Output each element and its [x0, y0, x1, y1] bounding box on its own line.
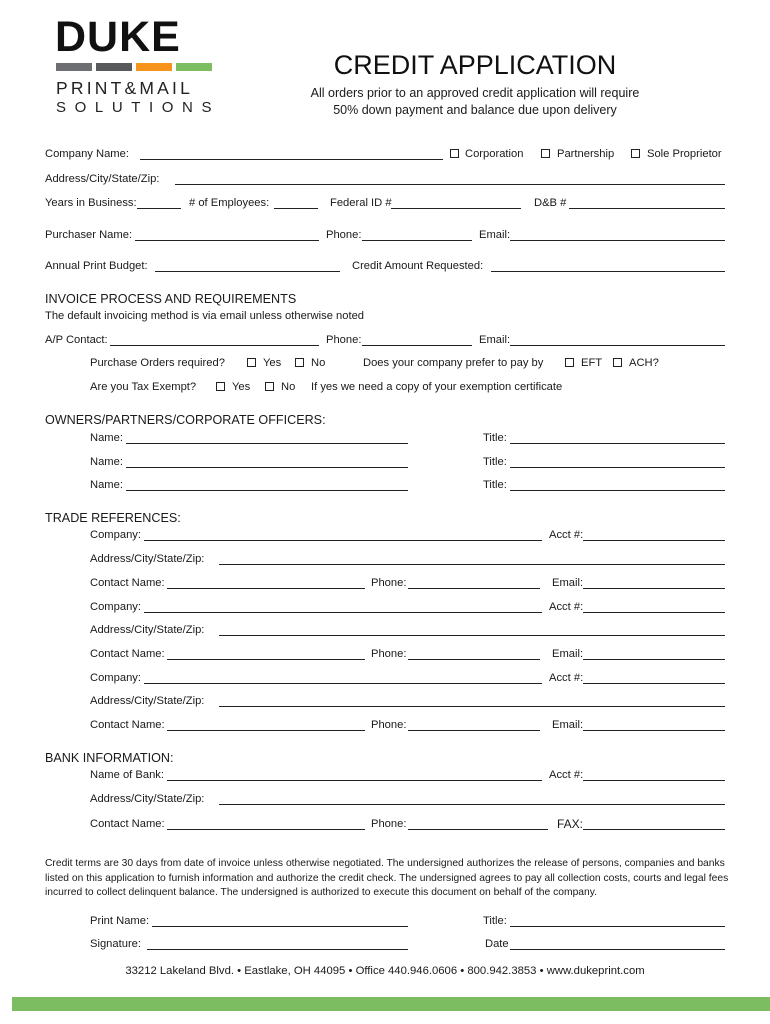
bank-acct-label: Acct #: — [549, 769, 584, 781]
ap-contact-label: A/P Contact: — [45, 334, 108, 346]
trade-2-acct-label: Acct #: — [549, 601, 584, 613]
trade-2-email-field[interactable] — [583, 659, 725, 660]
subtitle-line-2: 50% down payment and balance due upon delivery — [333, 103, 617, 117]
tax-no-checkbox[interactable] — [265, 382, 274, 391]
corporation-checkbox[interactable] — [450, 149, 459, 158]
trade-heading: TRADE REFERENCES: — [45, 511, 181, 525]
trade-3-phone-label: Phone: — [371, 719, 407, 731]
federal-id-label: Federal ID # — [330, 197, 392, 209]
trade-2-phone-field[interactable] — [408, 659, 540, 660]
sole-proprietor-checkbox[interactable] — [631, 149, 640, 158]
date-label: Date — [485, 938, 509, 950]
trade-3-acct-field[interactable] — [583, 683, 725, 684]
trade-2-acct-field[interactable] — [583, 612, 725, 613]
logo-bar-3 — [136, 63, 172, 71]
ap-email-field[interactable] — [510, 345, 725, 346]
trade-3-address-field[interactable] — [219, 706, 725, 707]
bank-contact-field[interactable] — [167, 829, 365, 830]
owner-2-title-label: Title: — [483, 456, 507, 468]
trade-2-contact-field[interactable] — [167, 659, 365, 660]
purchaser-phone-label: Phone: — [326, 229, 362, 241]
ap-contact-field[interactable] — [110, 345, 319, 346]
address-field[interactable] — [175, 184, 725, 185]
ach-checkbox[interactable] — [613, 358, 622, 367]
bank-phone-label: Phone: — [371, 818, 407, 830]
trade-1-contact-label: Contact Name: — [90, 577, 165, 589]
purchaser-label: Purchaser Name: — [45, 229, 133, 241]
trade-2-company-label: Company: — [90, 601, 141, 613]
dnb-field[interactable] — [569, 208, 725, 209]
signature-field[interactable] — [147, 949, 408, 950]
years-label: Years in Business: — [45, 197, 137, 209]
logo-bar-2 — [96, 63, 132, 71]
po-yes-checkbox[interactable] — [247, 358, 256, 367]
trade-1-address-label: Address/City/State/Zip: — [90, 553, 205, 565]
sign-title-field[interactable] — [510, 926, 725, 927]
owner-3-title-field[interactable] — [510, 490, 725, 491]
trade-1-email-field[interactable] — [583, 588, 725, 589]
signature-label: Signature: — [90, 938, 141, 950]
owner-2-title-field[interactable] — [510, 467, 725, 468]
pay-by-label: Does your company prefer to pay by — [363, 357, 544, 369]
owner-1-name-field[interactable] — [126, 443, 408, 444]
logo-bar-1 — [56, 63, 92, 71]
trade-1-email-label: Email: — [552, 577, 584, 589]
trade-2-company-field[interactable] — [144, 612, 542, 613]
owner-3-title-label: Title: — [483, 479, 507, 491]
bank-phone-field[interactable] — [408, 829, 548, 830]
owner-1-title-field[interactable] — [510, 443, 725, 444]
company-name-label: Company Name: — [45, 148, 129, 160]
owner-2-name-label: Name: — [90, 456, 123, 468]
page-title: CREDIT APPLICATION — [333, 50, 617, 80]
eft-checkbox[interactable] — [565, 358, 574, 367]
ap-phone-field[interactable] — [362, 345, 472, 346]
tax-yes-checkbox[interactable] — [216, 382, 225, 391]
corporation-label: Corporation — [465, 148, 524, 160]
trade-3-acct-label: Acct #: — [549, 672, 584, 684]
partnership-checkbox[interactable] — [541, 149, 550, 158]
trade-3-phone-field[interactable] — [408, 730, 540, 731]
subtitle-line-1: All orders prior to an approved credit application will require — [310, 86, 640, 100]
owner-2-name-field[interactable] — [126, 467, 408, 468]
bank-fax-field[interactable] — [583, 829, 725, 830]
bank-address-label: Address/City/State/Zip: — [90, 793, 205, 805]
ap-phone-label: Phone: — [326, 334, 362, 346]
trade-1-phone-label: Phone: — [371, 577, 407, 589]
logo-line1: PRINT&MAIL — [56, 78, 194, 98]
po-yes-label: Yes — [263, 357, 282, 369]
trade-1-acct-label: Acct #: — [549, 529, 584, 541]
trade-3-company-label: Company: — [90, 672, 141, 684]
trade-2-address-label: Address/City/State/Zip: — [90, 624, 205, 636]
invoice-note: The default invoicing method is via email unless otherwise noted — [45, 310, 365, 322]
invoice-heading: INVOICE PROCESS AND REQUIREMENTS — [45, 292, 297, 306]
trade-1-acct-field[interactable] — [583, 540, 725, 541]
bank-contact-label: Contact Name: — [90, 818, 165, 830]
purchaser-phone-field[interactable] — [362, 240, 472, 241]
trade-3-address-label: Address/City/State/Zip: — [90, 695, 205, 707]
trade-1-phone-field[interactable] — [408, 588, 540, 589]
logo-word: DUKE — [55, 13, 181, 61]
purchaser-field[interactable] — [135, 240, 319, 241]
print-name-label: Print Name: — [90, 915, 150, 927]
tax-yes-label: Yes — [232, 381, 251, 393]
trade-2-address-field[interactable] — [219, 635, 725, 636]
dnb-label: D&B # — [534, 197, 567, 209]
logo-line2: SOLUTIONS — [56, 99, 221, 116]
company-name-field[interactable] — [140, 159, 443, 160]
credit-requested-label: Credit Amount Requested: — [352, 260, 484, 272]
po-no-label: No — [311, 357, 326, 369]
logo-bar-4 — [176, 63, 212, 71]
print-name-field[interactable] — [152, 926, 408, 927]
exempt-note: If yes we need a copy of your exemption certificate — [311, 381, 563, 393]
trade-1-company-label: Company: — [90, 529, 141, 541]
trade-3-company-field[interactable] — [144, 683, 542, 684]
eft-label: EFT — [581, 357, 603, 369]
trade-2-contact-label: Contact Name: — [90, 648, 165, 660]
address-label: Address/City/State/Zip: — [45, 173, 160, 185]
bank-fax-label: FAX: — [557, 817, 584, 831]
credit-terms: Credit terms are 30 days from date of invoice unless otherwise negotiated. The undersigned authorizes the release of persons, companies and banks listed on this application to furnish information and authorize the credit check. The undersigned agrees to pay all collection costs, courts and legal fees incurred to collect delinquent balance. The undersigned is authorized to execute this document on behalf of the company. — [45, 858, 729, 899]
trade-1-company-field[interactable] — [144, 540, 542, 541]
federal-id-field[interactable] — [391, 208, 521, 209]
date-field[interactable] — [510, 949, 725, 950]
footer-band — [12, 997, 770, 1011]
sole-proprietor-label: Sole Proprietor — [647, 148, 722, 160]
owner-1-title-label: Title: — [483, 432, 507, 444]
years-field[interactable] — [137, 208, 181, 209]
footer-contact: 33212 Lakeland Blvd. • Eastlake, OH 44095 • Office 440.946.0606 • 800.942.3853 • www.dukeprint.com — [125, 965, 645, 977]
partnership-label: Partnership — [557, 148, 615, 160]
trade-1-contact-field[interactable] — [167, 588, 365, 589]
bank-name-label: Name of Bank: — [90, 769, 164, 781]
ach-label: ACH? — [629, 357, 659, 369]
tax-exempt-label: Are you Tax Exempt? — [90, 381, 197, 393]
trade-2-email-label: Email: — [552, 648, 584, 660]
owner-3-name-field[interactable] — [126, 490, 408, 491]
owner-1-name-label: Name: — [90, 432, 123, 444]
po-no-checkbox[interactable] — [295, 358, 304, 367]
bank-name-field[interactable] — [167, 780, 542, 781]
trade-2-phone-label: Phone: — [371, 648, 407, 660]
bank-address-field[interactable] — [219, 804, 725, 805]
trade-3-email-label: Email: — [552, 719, 584, 731]
credit-requested-field[interactable] — [491, 271, 725, 272]
bank-acct-field[interactable] — [583, 780, 725, 781]
bank-heading: BANK INFORMATION: — [45, 751, 174, 765]
trade-3-contact-field[interactable] — [167, 730, 365, 731]
trade-3-contact-label: Contact Name: — [90, 719, 165, 731]
tax-no-label: No — [281, 381, 296, 393]
budget-label: Annual Print Budget: — [45, 260, 148, 272]
ap-email-label: Email: — [479, 334, 511, 346]
employees-field[interactable] — [274, 208, 318, 209]
employees-label: # of Employees: — [189, 197, 270, 209]
owners-heading: OWNERS/PARTNERS/CORPORATE OFFICERS: — [45, 413, 326, 427]
owner-3-name-label: Name: — [90, 479, 123, 491]
purchaser-email-label: Email: — [479, 229, 511, 241]
po-required-label: Purchase Orders required? — [90, 357, 225, 369]
sign-title-label: Title: — [483, 915, 507, 927]
purchaser-email-field[interactable] — [510, 240, 725, 241]
trade-1-address-field[interactable] — [219, 564, 725, 565]
budget-field[interactable] — [155, 271, 340, 272]
trade-3-email-field[interactable] — [583, 730, 725, 731]
